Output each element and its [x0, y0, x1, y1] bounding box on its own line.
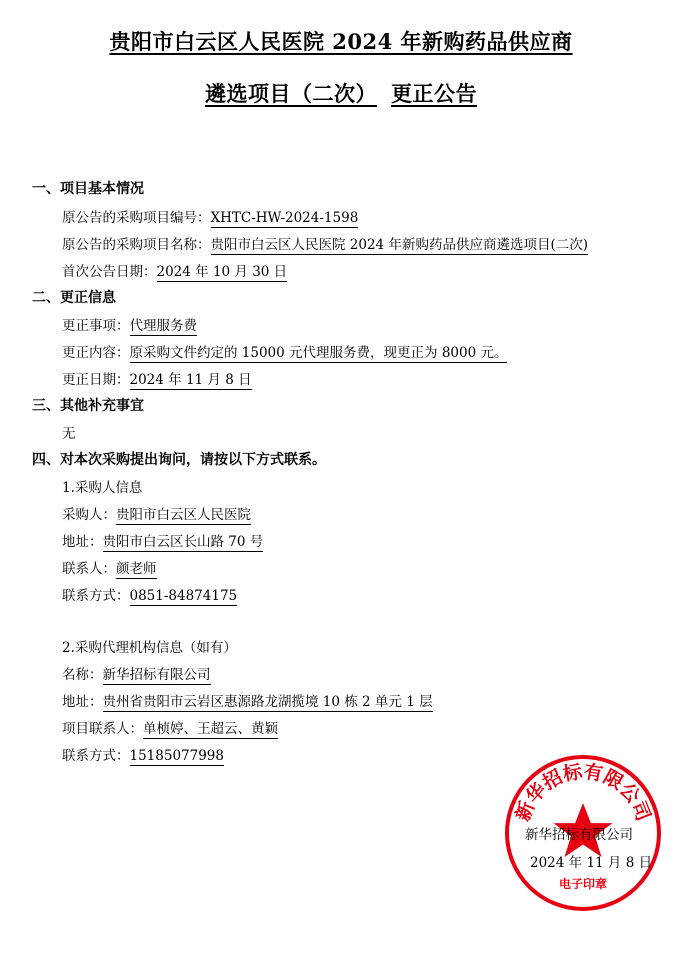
- correction-content-row: 更正内容：原采购文件约定的 15000 元代理服务费，现更正为 8000 元。: [62, 345, 508, 361]
- signature-company: 新华招标有限公司: [525, 827, 633, 843]
- agency-phone-row: 联系方式：15185077998: [62, 748, 224, 764]
- agency-info-title: 2.采购代理机构信息（如有）: [62, 640, 237, 656]
- title-line-1: 贵阳市白云区人民医院 2024 年新购药品供应商: [109, 29, 573, 54]
- section-1-heading: 一、项目基本情况: [32, 181, 144, 197]
- buyer-address-row: 地址：贵阳市白云区长山路 70 号: [62, 534, 264, 550]
- buyer-info-title: 1.采购人信息: [62, 480, 143, 496]
- seal-bottom-text: 电子印章: [558, 877, 608, 891]
- agency-name-row: 名称：新华招标有限公司: [62, 667, 211, 683]
- title-line-2: 遴选项目（二次） 更正公告: [205, 81, 477, 106]
- agency-address-row: 地址：贵州省贵阳市云岩区惠源路龙湖揽境 10 栋 2 单元 1 层: [62, 694, 433, 710]
- signature-date: 2024 年 11 月 8 日: [530, 855, 653, 871]
- buyer-contact-row: 联系人：颜老师: [62, 561, 157, 577]
- original-name-row: 原公告的采购项目名称：贵阳市白云区人民医院 2024 年新购药品供应商遴选项目(二次): [62, 237, 588, 253]
- section-3-value: 无: [62, 426, 76, 442]
- section-3-heading: 三、其他补充事宜: [32, 398, 144, 414]
- first-date-row: 首次公告日期：2024 年 10 月 30 日: [62, 264, 288, 280]
- section-4-heading: 四、对本次采购提出询问，请按以下方式联系。: [32, 452, 326, 468]
- agency-contact-row: 项目联系人：单桢婷、王超云、黄颖: [62, 721, 278, 737]
- correction-date-row: 更正日期：2024 年 11 月 8 日: [62, 372, 252, 388]
- seal-arc-text: 新华招标有限公司: [511, 760, 655, 825]
- buyer-row: 采购人：贵阳市白云区人民医院: [62, 507, 251, 523]
- section-2-heading: 二、更正信息: [32, 290, 116, 306]
- buyer-phone-row: 联系方式：0851-84874175: [62, 588, 238, 604]
- original-code-row: 原公告的采购项目编号：XHTC-HW-2024-1598: [62, 210, 359, 226]
- correction-item-row: 更正事项：代理服务费: [62, 318, 197, 334]
